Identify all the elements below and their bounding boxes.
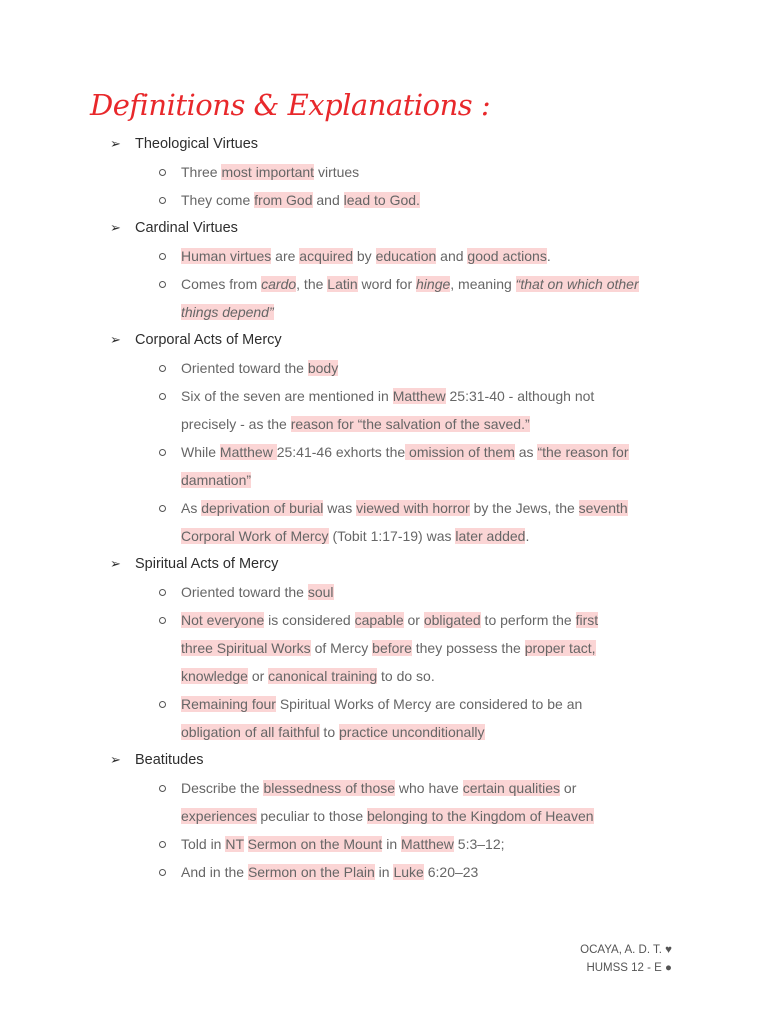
item-text: virtues <box>314 164 360 180</box>
highlighted-text: canonical training <box>268 668 378 684</box>
highlighted-text: Not everyone <box>181 612 265 628</box>
item-text: to <box>319 724 340 740</box>
highlighted-text: hinge <box>416 276 451 292</box>
item-text: are <box>271 248 300 264</box>
highlighted-text: viewed with horror <box>356 500 470 516</box>
hollow-circle-icon <box>159 701 166 708</box>
list-item <box>0 158 768 186</box>
item-line <box>181 774 684 802</box>
highlighted-text: belonging to the Kingdom of Heaven <box>367 808 594 824</box>
highlighted-text: practice unconditionally <box>339 724 485 740</box>
item-text: who have <box>395 780 463 796</box>
item-text: or <box>560 780 577 796</box>
item-text: word for <box>357 276 417 292</box>
item-text: of Mercy <box>310 640 373 656</box>
highlighted-text: knowledge <box>181 668 248 684</box>
highlighted-text: later added <box>455 528 526 544</box>
highlighted-text: Corporal Work of Mercy <box>181 528 329 544</box>
list-item <box>0 382 768 438</box>
item-text: peculiar to those <box>256 808 368 824</box>
list-item <box>0 494 768 550</box>
item-line <box>181 494 684 522</box>
item-line <box>181 298 684 326</box>
list-item <box>0 242 768 270</box>
arrow-head-icon: ➢ <box>110 556 121 571</box>
item-text: . <box>525 528 530 544</box>
highlighted-text: Luke <box>393 864 424 880</box>
section-heading <box>0 214 768 242</box>
highlighted-text: “the reason for <box>537 444 629 460</box>
highlighted-text: before <box>372 640 412 656</box>
item-text: As <box>181 500 202 516</box>
list-item <box>0 690 768 746</box>
item-line <box>181 606 684 634</box>
item-text: , the <box>296 276 328 292</box>
item-text: While <box>181 444 220 460</box>
item-line <box>181 690 684 718</box>
item-line <box>181 270 684 298</box>
hollow-circle-icon <box>159 197 166 204</box>
highlighted-text: Matthew <box>392 388 446 404</box>
hollow-circle-icon <box>159 169 166 176</box>
item-line <box>181 858 684 886</box>
highlighted-text: Sermon on the Plain <box>247 864 375 880</box>
highlighted-text: deprivation of burial <box>201 500 324 516</box>
item-line <box>181 522 684 550</box>
highlighted-text: damnation” <box>181 472 252 488</box>
arrow-head-icon: ➢ <box>110 136 121 151</box>
item-line <box>181 830 684 858</box>
section-heading-text: Cardinal Virtues <box>135 220 238 236</box>
section-heading <box>0 326 768 354</box>
item-text: in <box>374 864 394 880</box>
item-text: 6:20–23 <box>423 864 479 880</box>
highlighted-text: acquired <box>299 248 353 264</box>
highlighted-text: obligated <box>423 612 481 628</box>
item-line <box>181 578 684 606</box>
item-text: or <box>247 668 269 684</box>
page-title: Definitions & Explanations : <box>90 88 491 122</box>
item-text: was <box>323 500 357 516</box>
highlighted-text: Latin <box>327 276 358 292</box>
item-text: Six of the seven are mentioned in <box>181 388 393 404</box>
highlighted-text: most important <box>221 164 315 180</box>
arrow-head-icon: ➢ <box>110 220 121 235</box>
item-line <box>181 242 684 270</box>
hollow-circle-icon <box>159 589 166 596</box>
list-item <box>0 830 768 858</box>
item-text: , meaning <box>450 276 516 292</box>
item-line <box>181 802 684 830</box>
highlighted-text: Human virtues <box>181 248 272 264</box>
section-heading <box>0 746 768 774</box>
list-item <box>0 438 768 494</box>
highlighted-text: good actions <box>467 248 547 264</box>
list-item <box>0 354 768 382</box>
item-text: to do so. <box>377 668 435 684</box>
highlighted-text: cardo <box>261 276 297 292</box>
list-item <box>0 270 768 326</box>
hollow-circle-icon <box>159 365 166 372</box>
item-text: Told in <box>181 836 226 852</box>
highlighted-text: three Spiritual Works <box>181 640 311 656</box>
section-heading-text: Theological Virtues <box>135 136 259 152</box>
item-text: in <box>382 836 401 852</box>
hollow-circle-icon <box>159 617 166 624</box>
item-text: and <box>436 248 468 264</box>
item-text: Spiritual Works of Mercy are considered to be an <box>275 696 583 712</box>
highlighted-text: lead to God. <box>343 192 420 208</box>
list-item <box>0 774 768 830</box>
highlighted-text: proper tact, <box>524 640 596 656</box>
item-text: And in the <box>181 864 248 880</box>
hollow-circle-icon <box>159 505 166 512</box>
highlighted-text: seventh <box>578 500 628 516</box>
highlighted-text: NT <box>225 836 244 852</box>
item-line <box>181 382 684 410</box>
highlighted-text: soul <box>307 584 334 600</box>
item-text: Comes from <box>181 276 262 292</box>
highlighted-text: “that on which other <box>515 276 639 292</box>
author-footer <box>580 941 672 977</box>
item-text: Oriented toward the <box>181 360 308 376</box>
highlighted-text: blessedness of those <box>263 780 396 796</box>
item-text: 25:41-46 exhorts the <box>276 444 406 460</box>
highlighted-text: omission of them <box>405 444 515 460</box>
item-text: by <box>352 248 376 264</box>
highlighted-text: things depend” <box>181 304 274 320</box>
section-heading-text: Corporal Acts of Mercy <box>135 332 282 348</box>
highlighted-text: Remaining four <box>181 696 276 712</box>
list-item <box>0 606 768 690</box>
section-heading <box>0 550 768 578</box>
item-text: or <box>403 612 424 628</box>
notes-list <box>0 130 768 886</box>
highlighted-text: body <box>307 360 339 376</box>
highlighted-text: reason for “the salvation of the saved.” <box>290 416 530 432</box>
hollow-circle-icon <box>159 281 166 288</box>
hollow-circle-icon <box>159 449 166 456</box>
arrow-head-icon: ➢ <box>110 752 121 767</box>
list-item <box>0 578 768 606</box>
hollow-circle-icon <box>159 785 166 792</box>
item-text: 5:3–12; <box>453 836 505 852</box>
item-line <box>181 186 684 214</box>
item-text: 25:31-40 - although not <box>445 388 595 404</box>
item-text: is considered <box>264 612 355 628</box>
item-text: they possess the <box>411 640 525 656</box>
item-text: precisely - as the <box>181 416 291 432</box>
item-line <box>181 466 684 494</box>
item-text: Oriented toward the <box>181 584 308 600</box>
arrow-head-icon: ➢ <box>110 332 121 347</box>
item-line <box>181 410 684 438</box>
section-heading <box>0 130 768 158</box>
author-name: OCAYA, A. D. T. ♥ <box>580 944 672 956</box>
item-text: and <box>312 192 344 208</box>
highlighted-text: certain qualities <box>462 780 561 796</box>
item-text: by the Jews, the <box>469 500 579 516</box>
highlighted-text: first <box>575 612 599 628</box>
hollow-circle-icon <box>159 253 166 260</box>
section-heading-text: Spiritual Acts of Mercy <box>135 556 279 572</box>
item-text: to perform the <box>480 612 576 628</box>
list-item <box>0 186 768 214</box>
hollow-circle-icon <box>159 869 166 876</box>
item-text: as <box>514 444 538 460</box>
hollow-circle-icon <box>159 393 166 400</box>
highlighted-text: Matthew <box>401 836 454 852</box>
item-text: (Tobit 1:17-19) was <box>328 528 456 544</box>
item-line <box>181 438 684 466</box>
item-text: Describe the <box>181 780 264 796</box>
highlighted-text: experiences <box>181 808 257 824</box>
item-text: Three <box>181 164 222 180</box>
item-line <box>181 354 684 382</box>
section-heading-text: Beatitudes <box>135 752 204 768</box>
highlighted-text: Matthew <box>219 444 277 460</box>
highlighted-text: obligation of all faithful <box>181 724 320 740</box>
highlighted-text: capable <box>354 612 404 628</box>
highlighted-text: from God <box>254 192 313 208</box>
item-line <box>181 634 684 662</box>
list-item <box>0 858 768 886</box>
item-text: . <box>546 248 551 264</box>
item-line <box>181 718 684 746</box>
item-line <box>181 662 684 690</box>
item-line <box>181 158 684 186</box>
highlighted-text: education <box>375 248 437 264</box>
class-section: HUMSS 12 - E ● <box>586 962 672 974</box>
item-text: They come <box>181 192 255 208</box>
hollow-circle-icon <box>159 841 166 848</box>
highlighted-text: Sermon on the Mount <box>247 836 383 852</box>
